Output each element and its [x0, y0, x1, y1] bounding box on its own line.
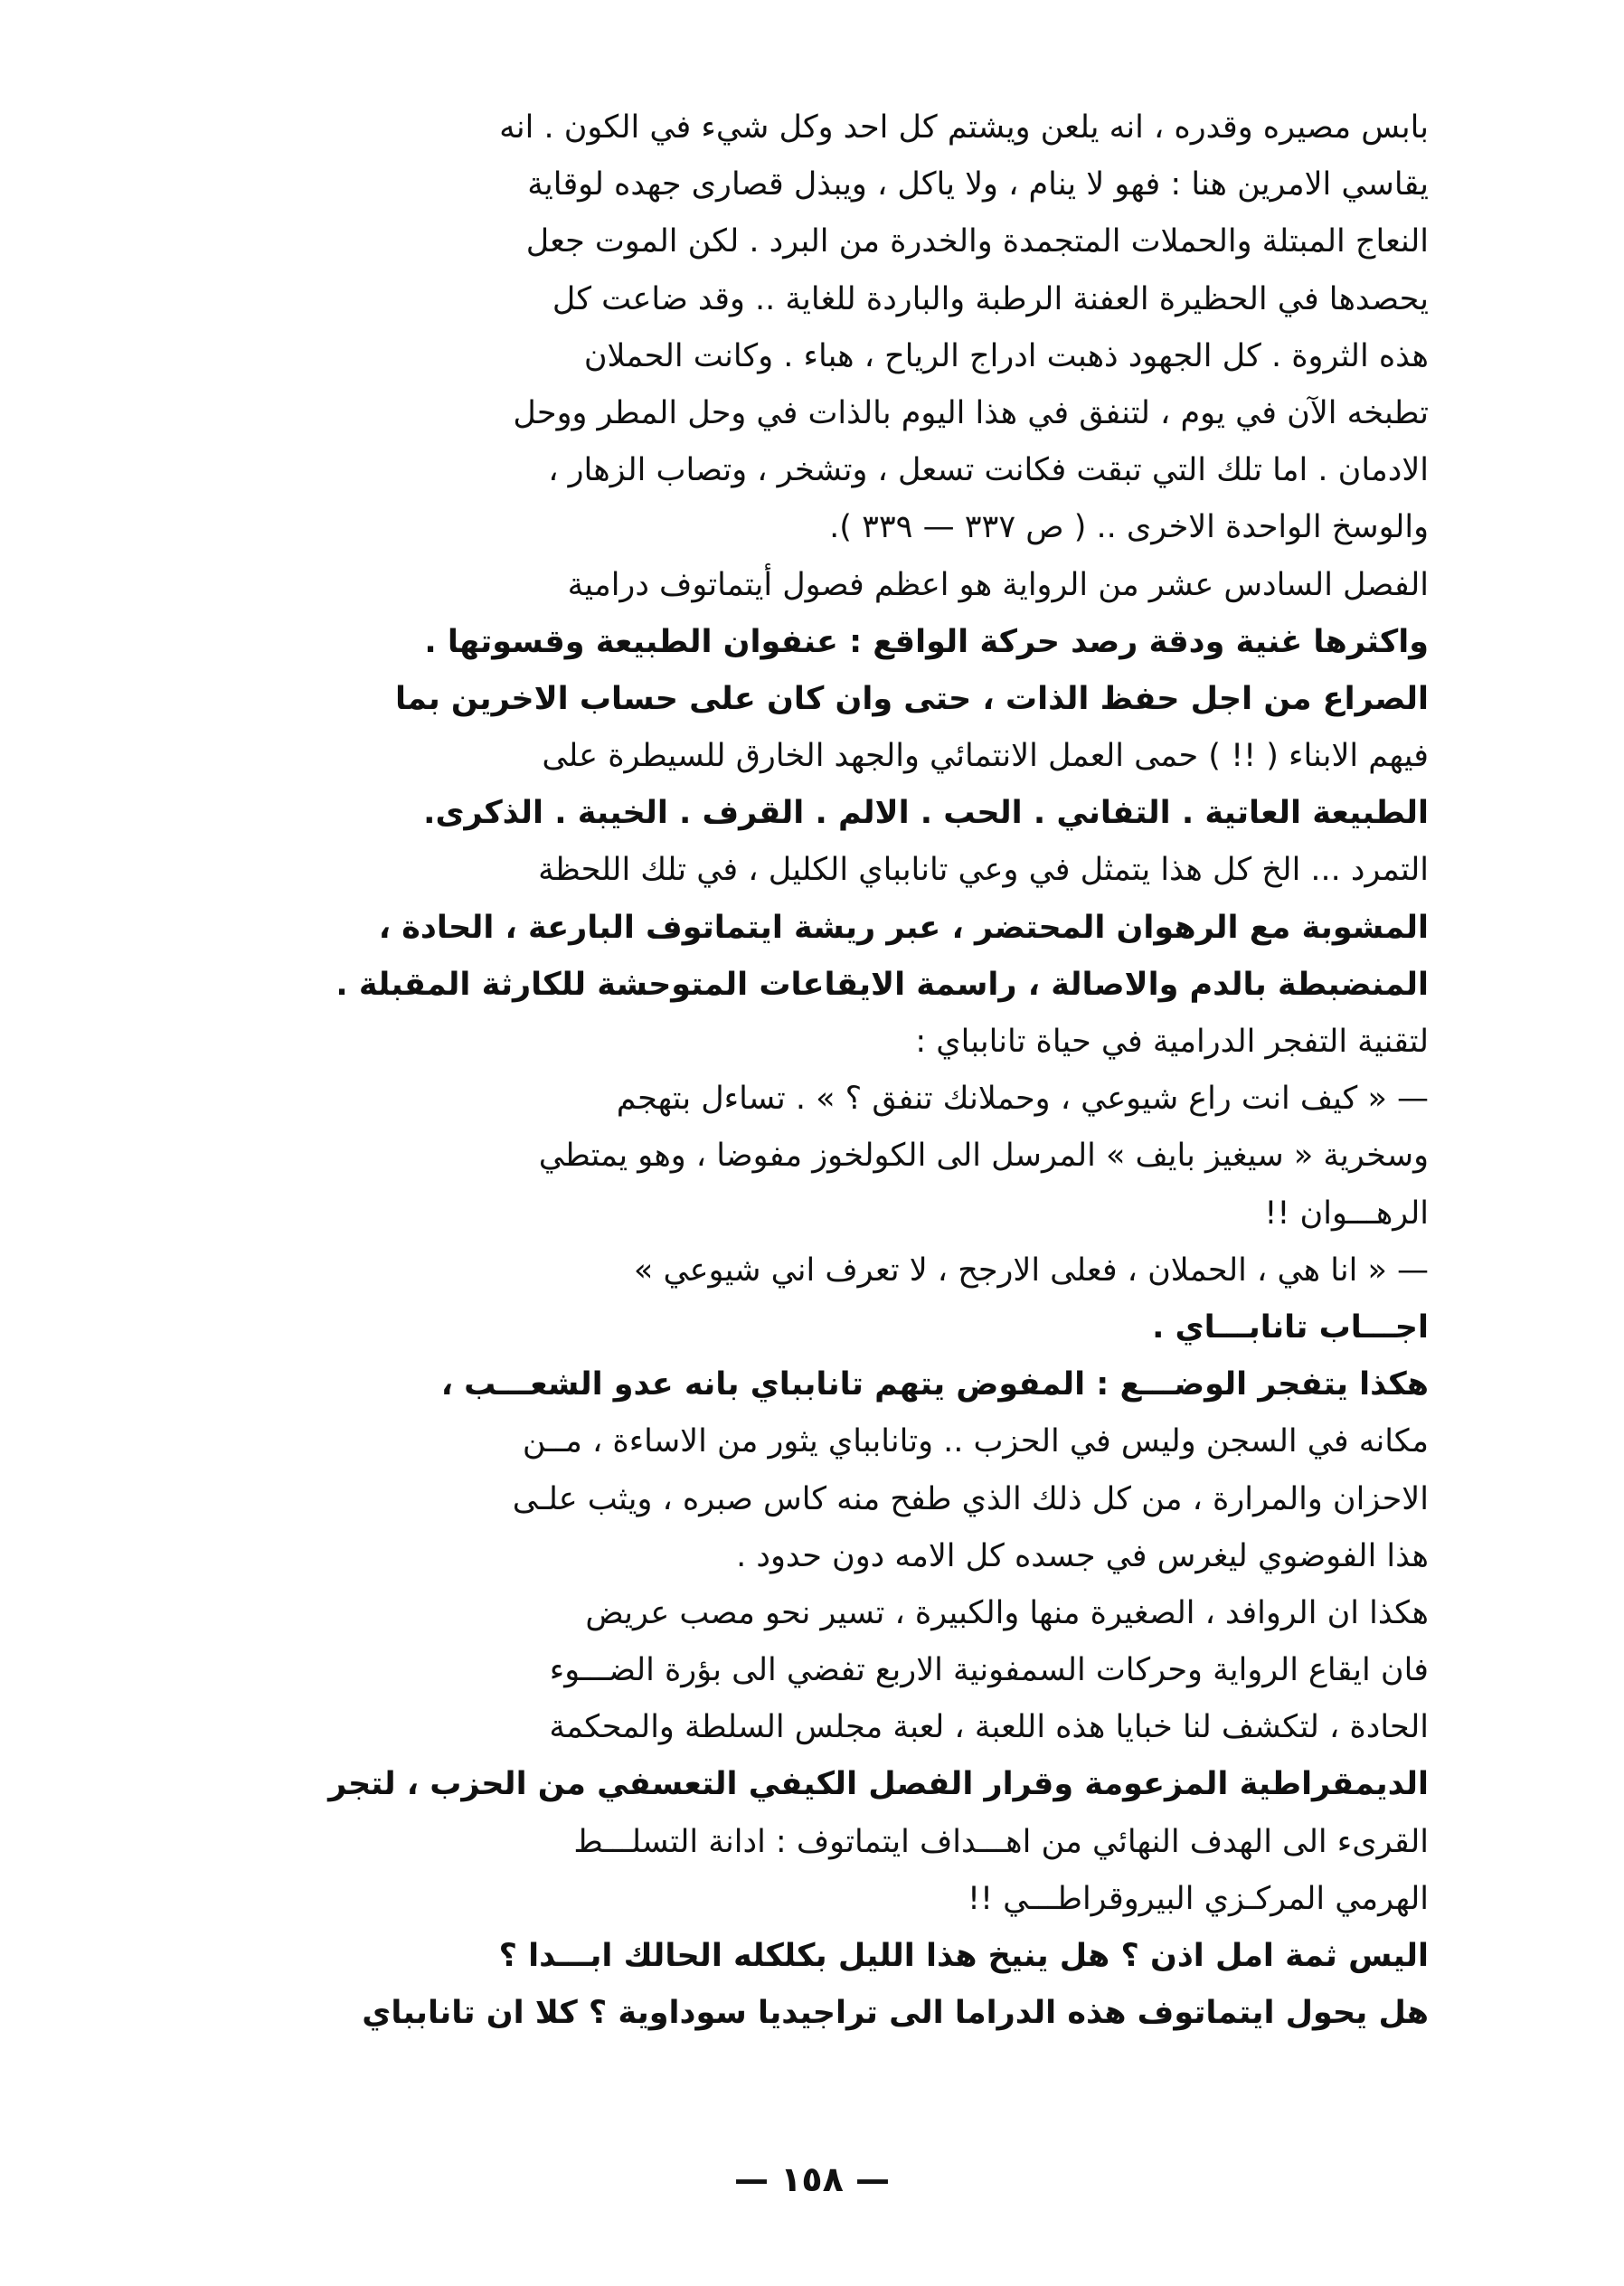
page-number: — ١٥٨ —	[733, 2159, 891, 2199]
text-line-33: اليس ثمة امل اذن ؟ هل ينيخ هذا الليل بكلكله الحالك ابـــدا ؟	[498, 1938, 1429, 1974]
text-line-24: مكانه في السجن وليس في الحزب .. وتانابباي يثور من الاساءة ، مــن	[522, 1423, 1429, 1460]
text-line-11: الصراع من اجل حفظ الذات ، حتى وان كان على حساب الاخرين بما	[395, 680, 1429, 717]
text-line-20: الرهـــوان !!	[1264, 1195, 1429, 1232]
text-line-2: يقاسي الامرين هنا : فهو لا ينام ، ولا ياكل ، ويبذل قصارى جهده لوقاية	[527, 166, 1429, 203]
text-line-13: الطبيعة العاتية . التفاني . الحب . الالم . القرف . الخيبة . الذكرى.	[423, 795, 1429, 832]
text-line-7: الادمان . اما تلك التي تبقت فكانت تسعل ، وتشخر ، وتصاب الزهار ،	[548, 452, 1429, 489]
text-line-21: — « انا هي ، الحملان ، فعلى الارجح ، لا تعرف اني شيوعي »	[633, 1252, 1429, 1289]
body-text	[194, 99, 1429, 2042]
text-line-25: الاحزان والمرارة ، من كل ذلك الذي طفح منه كاس صبره ، ويثب علـى	[512, 1480, 1429, 1517]
text-line-1: بابس مصيره وقدره ، انه يلعن ويشتم كل احد وكل شيء في الكون . انه	[499, 109, 1429, 146]
text-line-17: لتقنية التفجر الدرامية في حياة تانابباي :	[915, 1024, 1429, 1060]
text-line-18: — « كيف انت راع شيوعي ، وحملانك تنفق ؟ » . تساءل بتهجم	[616, 1081, 1429, 1118]
text-line-4: يحصدها في الحظيرة العفنة الرطبة والباردة للغاية .. وقد ضاعت كل	[552, 280, 1429, 317]
text-line-15: المشوبة مع الرهوان المحتضر ، عبر ريشة ايتماتوف البارعة ، الحادة ،	[378, 909, 1429, 946]
text-line-31: القرىء الى الهدف النهائي من اهـــداف ايتماتوف : ادانة التسلـــط	[573, 1823, 1429, 1860]
text-line-6: تطبخه الآن في يوم ، لتنفق في هذا اليوم بالذات في وحل المطر ووحل	[513, 394, 1429, 431]
text-line-3: النعاج المبتلة والحملات المتجمدة والخدرة من البرد . لكن الموت جعل	[525, 223, 1429, 260]
text-line-10: واكثرها غنية ودقة رصد حركة الواقع : عنفوان الطبيعة وقسوتها .	[424, 623, 1429, 660]
text-line-30: الديمقراطية المزعومة وقرار الفصل الكيفي التعسفي من الحزب ، لتجر	[328, 1766, 1429, 1803]
text-line-9: الفصل السادس عشر من الرواية هو اعظم فصول أيتماتوف درامية	[567, 566, 1429, 603]
text-line-29: الحادة ، لتكشف لنا خبايا هذه اللعبة ، لعبة مجلس السلطة والمحكمة	[549, 1709, 1429, 1746]
text-line-12: فيهم الابناء ( !! ) حمى العمل الانتمائي والجهد الخارق للسيطرة على	[542, 738, 1429, 775]
text-line-19: وسخرية « سيغيز بايف » المرسل الى الكولخوز مفوضا ، وهو يمتطي	[538, 1138, 1429, 1175]
text-line-32: الهرمي المركـزي البيروقراطـــي !!	[967, 1880, 1429, 1917]
text-line-26: هذا الفوضوي ليغرس في جسده كل الامه دون حدود .	[736, 1537, 1429, 1574]
text-line-5: هذه الثروة . كل الجهود ذهبت ادراج الرياح ، هباء . وكانت الحملان	[583, 337, 1429, 374]
text-line-27: هكذا ان الروافد ، الصغيرة منها والكبيرة ، تسير نحو مصب عريض	[585, 1594, 1429, 1631]
text-line-8: والوسخ الواحدة الاخرى .. ( ص ٣٣٧ — ٣٣٩ ).	[829, 509, 1429, 546]
text-line-16: المنضبطة بالدم والاصالة ، راسمة الايقاعات المتوحشة للكارثة المقبلة .	[335, 966, 1429, 1003]
text-line-28: فان ايقاع الرواية وحركات السمفونية الاربع تفضي الى بؤرة الضـــوء	[549, 1652, 1429, 1689]
text-line-23: هكذا يتفجر الوضـــع : المفوض يتهم تانابباي بانه عدو الشعـــب ،	[440, 1366, 1429, 1403]
text-line-34: هل يحول ايتماتوف هذه الدراما الى تراجيديا سوداوية ؟ كلا ان تانابباي	[362, 1995, 1429, 2032]
text-line-14: التمرد ... الخ كل هذا يتمثل في وعي تانابباي الكليل ، في تلك اللحظة	[538, 852, 1429, 889]
text-line-22: اجـــاب تانابـــاي .	[1152, 1308, 1429, 1346]
